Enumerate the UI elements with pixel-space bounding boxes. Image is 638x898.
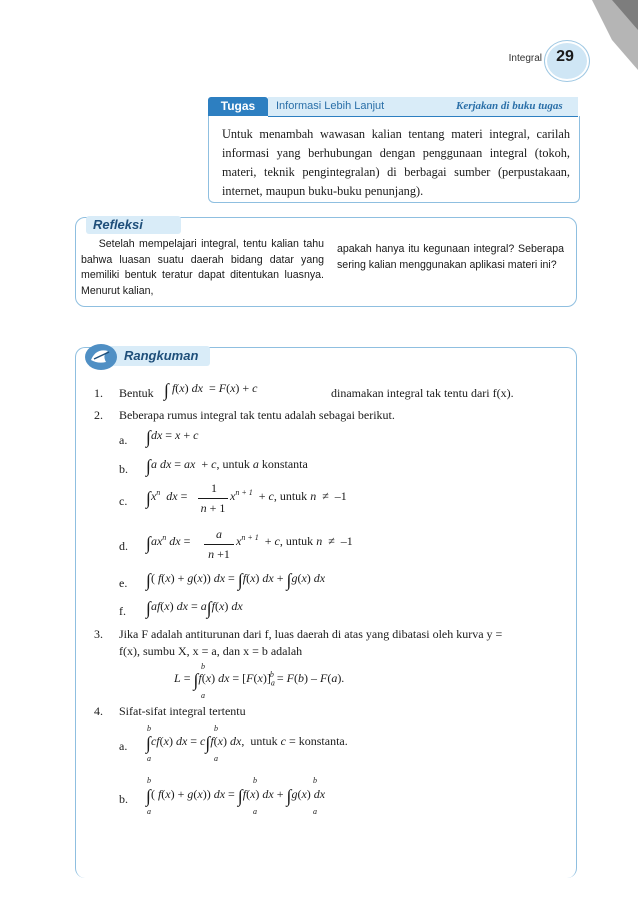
upper-limit: b	[147, 724, 151, 733]
fraction-2c-denominator: n + 1	[200, 501, 226, 515]
page-corner-decoration	[592, 0, 638, 70]
lower-limit: a	[147, 754, 151, 763]
item-2-text: Beberapa rumus integral tak tentu adalah sebagai berikut.	[119, 408, 395, 422]
lower-limit: a	[214, 754, 218, 763]
formula-2c: $\int x^n$ dx =	[146, 488, 188, 508]
item-2e-letter: e.	[119, 576, 128, 590]
item-2d-letter: d.	[119, 539, 128, 553]
formula-3: L = ∫f(x) dx = $[F(x)]_a^b = F(b) - F(a)$.	[174, 670, 345, 690]
upper-limit: b	[147, 776, 151, 785]
item-1-prefix: Bentuk	[119, 386, 154, 400]
formula-2d: $\int ax^n$ dx =	[146, 533, 191, 553]
item-2f-letter: f.	[119, 604, 126, 618]
item-3-text-line1: Jika F adalah antiturunan dari f, luas daerah di atas yang dibatasi oleh kurva y =	[119, 627, 503, 641]
upper-limit: b	[313, 776, 317, 785]
formula-1: ∫ f(x) dx = F(x) + c	[164, 380, 258, 400]
fraction-2c-numerator: 1	[211, 481, 217, 495]
fraction-2d-denominator: n +1	[208, 547, 230, 561]
item-2a-letter: a.	[119, 433, 128, 447]
item-3-text-line2: f(x), sumbu X, x = a, dan x = b adalah	[119, 644, 303, 658]
item-4b-letter: b.	[119, 792, 128, 806]
lower-limit: a	[147, 807, 151, 816]
rangkuman-title: Rangkuman	[124, 348, 199, 363]
refleksi-text-left	[81, 237, 324, 299]
refleksi-title: Refleksi	[93, 217, 143, 232]
lower-limit: a	[201, 691, 205, 700]
item-number-1: 1.	[94, 386, 103, 400]
formula-4a: ∫cf(x) dx = c∫f(x) dx, untuk c = konstanta.	[146, 733, 348, 753]
item-4-text: Sifat-sifat integral tertentu	[119, 704, 246, 718]
upper-limit: b	[201, 662, 205, 671]
formula-2c-rest: $x^{n + 1} + c$, untuk n ≠ –1	[230, 488, 347, 503]
fraction-line	[204, 544, 234, 545]
formula-2a: ∫dx = x + c	[146, 427, 199, 447]
lower-limit: a	[313, 807, 317, 816]
chapter-label: Integral	[508, 53, 542, 64]
tugas-body-text: Untuk menambah wawasan kalian tentang materi integral, carilah informasi yang berhubungan dengan penggunaan integral (tokoh, materi, teknik pengintegralan) di berbagai sumber (perpustakaan, internet, maupun buku-buku penunjang).	[222, 127, 570, 198]
upper-limit: b	[253, 776, 257, 785]
formula-2b: ∫a dx = ax + c, untuk a konstanta	[146, 456, 308, 476]
item-1-suffix: dinamakan integral tak tentu dari f(x).	[331, 386, 514, 400]
fraction-line	[198, 498, 228, 499]
rangkuman-icon	[82, 340, 120, 372]
integral-sign: ∫	[164, 380, 169, 400]
formula-2d-rest: $x^{n + 1} + c$, untuk n ≠ –1	[236, 533, 353, 548]
tugas-instruction: Kerjakan di buku tugas	[456, 100, 563, 112]
refleksi-text-right: apakah hanya itu kegunaan integral? Seberapa sering kalian menggunakan aplikasi materi ini?	[337, 243, 564, 271]
formula-2e: ∫( f(x) + g(x)) dx = ∫f(x) dx + ∫g(x) dx	[146, 570, 326, 590]
lower-limit: a	[253, 807, 257, 816]
item-2c-letter: c.	[119, 494, 128, 508]
formula-2f: ∫af(x) dx = a∫f(x) dx	[146, 598, 243, 618]
refleksi-left-text: Setelah mempelajari integral, tentu kalian tahu bahwa luasan suatu daerah bidang datar yang memiliki bentuk teratur dapat ditentukan luasnya. Menurut kalian,	[81, 238, 324, 297]
item-number-4: 4.	[94, 704, 103, 718]
item-number-2: 2.	[94, 408, 103, 422]
upper-limit: b	[214, 724, 218, 733]
page-number: 29	[556, 48, 574, 65]
fraction-2d-numerator: a	[216, 527, 222, 541]
item-2b-letter: b.	[119, 462, 128, 476]
formula-4b: ∫( f(x) + g(x)) dx = ∫f(x) dx + ∫g(x) dx	[146, 786, 326, 806]
item-4a-letter: a.	[119, 739, 128, 753]
tugas-info-label: Informasi Lebih Lanjut	[276, 100, 385, 112]
tugas-tab: Tugas	[208, 97, 268, 116]
item-number-3: 3.	[94, 627, 103, 641]
